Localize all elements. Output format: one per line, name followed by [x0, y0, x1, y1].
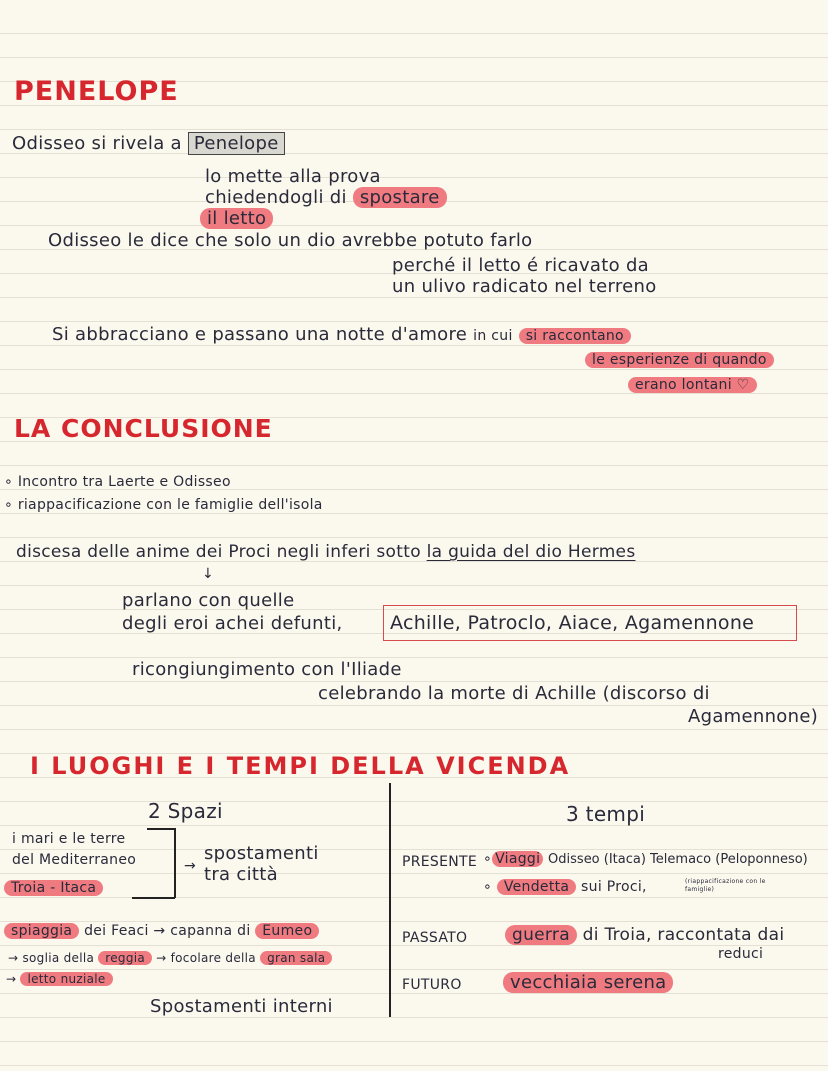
highlight: il letto [200, 208, 273, 229]
highlight: Eumeo [255, 923, 319, 939]
section-title-luoghi: I LUOGHI E I TEMPI DELLA VICENDA [30, 752, 571, 780]
text: discesa delle anime dei Proci negli inferi sotto [16, 542, 421, 562]
arrow-right: → [184, 858, 197, 874]
text-line: Agamennone) [688, 706, 819, 727]
text-line [4, 922, 319, 940]
text-line [483, 878, 647, 896]
section-title-penelope: PENELOPE [14, 76, 179, 107]
text-line [16, 541, 635, 563]
text-line: spostamenti [204, 843, 319, 864]
text-line: perché il letto é ricavato da [392, 255, 650, 276]
text-line: celebrando la morte di Achille (discorso di [318, 683, 710, 704]
text-line [585, 348, 774, 370]
bullet: ∘ [483, 851, 493, 867]
highlight: erano lontani ♡ [628, 377, 757, 393]
text: sui Proci, [581, 879, 647, 895]
bracket-top [147, 828, 175, 830]
text: chiedendogli di [205, 187, 347, 208]
highlight: reggia [98, 951, 152, 965]
small-note: (riappacificazione con le famiglie) [685, 878, 766, 893]
highlight: gran sala [260, 951, 332, 965]
text-line: tra città [204, 864, 278, 885]
text-line [8, 951, 332, 966]
text-line: lo mette alla prova [205, 166, 381, 187]
text-line [200, 208, 273, 230]
highlight: spiaggia [4, 923, 79, 939]
text-line: degli eroi achei defunti, [122, 613, 343, 634]
bullet-item: ∘ riappacificazione con le famiglie dell'isola [4, 497, 323, 513]
text-line: Spostamenti interni [150, 996, 333, 1017]
arrow-down: ↓ [202, 566, 215, 582]
tempo-label-futuro: FUTURO [402, 977, 462, 993]
boxed-word: Penelope [188, 132, 285, 155]
highlight: Viaggi [492, 851, 543, 867]
tempo-label-presente: PRESENTE [402, 854, 478, 870]
text: capanna di [170, 923, 251, 939]
tempo-label-passato: PASSATO [402, 930, 468, 946]
bracket-vertical [174, 828, 176, 898]
bullet-item: ∘ Incontro tra Laerte e Odisseo [4, 474, 231, 490]
highlight: guerra [505, 925, 577, 945]
text-line: un ulivo radicato nel terreno [392, 276, 657, 297]
text: → focolare della [156, 951, 256, 965]
text-line: parlano con quelle [122, 590, 295, 611]
text-line [4, 879, 103, 897]
text-line [52, 324, 631, 346]
highlight: spostare [353, 187, 447, 208]
text-line: Odisseo le dice che solo un dio avrebbe potuto farlo [48, 230, 533, 251]
text-line: del Mediterraneo [12, 852, 137, 868]
text: Si abbracciano e passano una notte d'amore [52, 324, 468, 345]
text-line [483, 850, 808, 869]
text-line: reduci [718, 946, 764, 962]
column-divider [389, 783, 391, 1017]
text-line [205, 187, 447, 209]
text-line [505, 924, 784, 946]
highlight: Vendetta [497, 879, 576, 895]
text-line [12, 133, 285, 155]
column-header-tempi: 3 tempi [566, 802, 646, 826]
text-line: i mari e le terre [12, 831, 126, 847]
highlight: Troia - Itaca [4, 880, 103, 896]
highlight: le esperienze di quando [585, 352, 774, 368]
text: → soglia della [8, 951, 95, 965]
text-line [503, 972, 673, 994]
column-header-spazi: 2 Spazi [148, 799, 223, 823]
text-line: ricongiungimento con l'Iliade [132, 659, 402, 680]
bracket-bottom [132, 897, 175, 899]
text: → [6, 972, 17, 986]
underlined-text: la guida del dio Hermes [426, 542, 636, 562]
bullet: ∘ [483, 879, 493, 895]
text-line [6, 972, 113, 987]
boxed-names: Achille, Patroclo, Aiace, Agamennone [390, 612, 755, 634]
highlight: letto nuziale [20, 972, 112, 986]
section-title-conclusione: LA CONCLUSIONE [14, 414, 273, 443]
text: in cui [473, 328, 513, 344]
text-line [628, 373, 757, 395]
text: Odisseo (Itaca) Telemaco (Peloponneso) [548, 852, 808, 867]
text: Odisseo si rivela a [12, 133, 182, 154]
text: di Troia, raccontata dai [582, 925, 785, 945]
highlight: si raccontano [519, 328, 631, 344]
text: dei Feaci → [84, 923, 166, 939]
highlight: vecchiaia serena [503, 972, 673, 993]
